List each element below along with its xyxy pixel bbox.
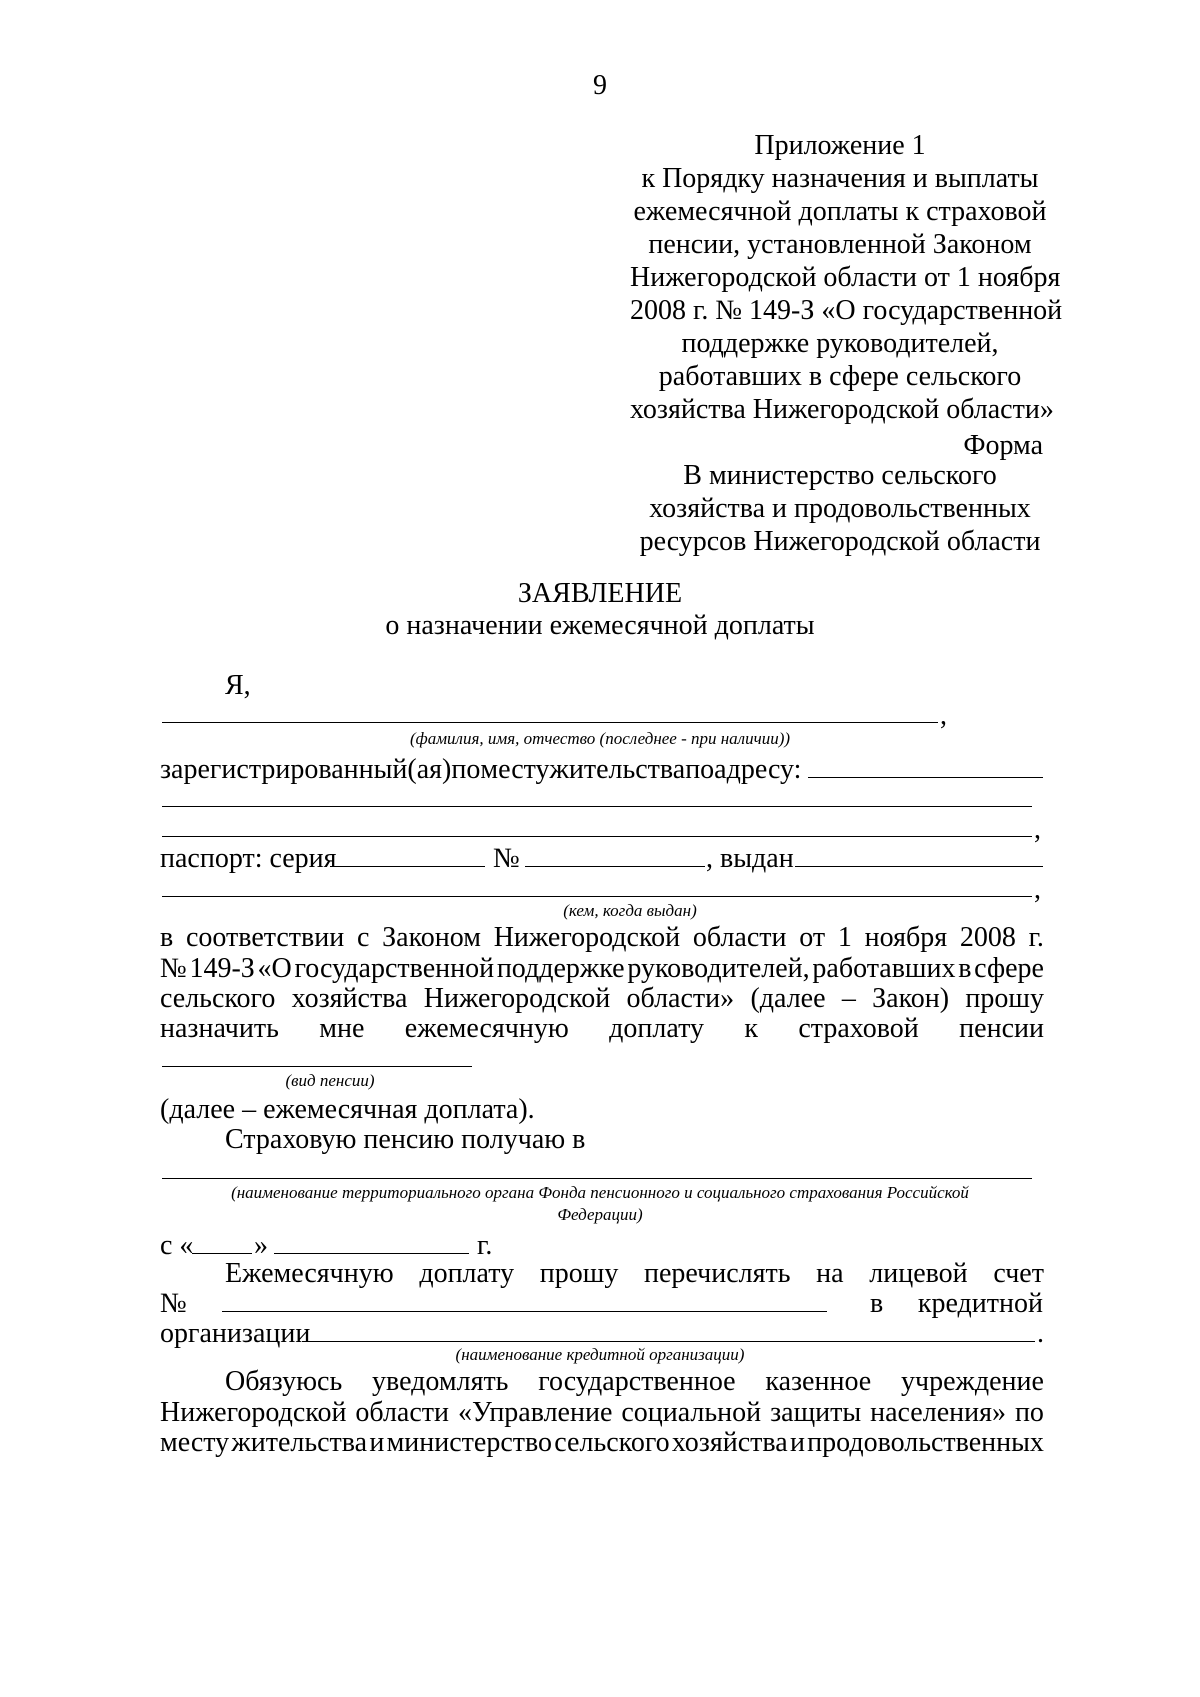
- appendix-line: ежемесячной доплаты к страховой: [633, 196, 1047, 227]
- credit-org-field[interactable]: [302, 1341, 1035, 1342]
- word: ноября: [864, 922, 948, 953]
- word: –: [841, 983, 856, 1014]
- word: работавших: [812, 953, 956, 984]
- word: Ежемесячную: [225, 1258, 394, 1289]
- word: в: [160, 922, 174, 953]
- word: Обязуюсь: [225, 1366, 343, 1397]
- issued-by-field[interactable]: [162, 896, 1032, 897]
- year-suffix: г.: [477, 1230, 493, 1261]
- fio-hint: (фамилия, имя, отчество (последнее - при наличии)): [409, 729, 791, 748]
- transfer-line: [225, 1260, 1044, 1288]
- word: жительства: [549, 754, 686, 785]
- word: поддержке: [496, 953, 625, 984]
- word: на: [816, 1258, 844, 1289]
- appendix-line: Нижегородской области от 1 ноября: [630, 262, 1061, 293]
- word: социальной: [621, 1397, 762, 1428]
- pension-type-hint: (вид пенсии): [285, 1071, 375, 1090]
- comma: ,: [1034, 874, 1041, 905]
- word: 1: [837, 922, 852, 953]
- receive-pension-text: Страховую пенсию получаю в: [225, 1124, 586, 1155]
- account-number-label: №: [160, 1288, 187, 1319]
- address-field-line2[interactable]: [162, 806, 1032, 807]
- date-from-open: с «: [160, 1230, 194, 1261]
- credit-org-hint: (наименование кредитной организации): [455, 1345, 745, 1364]
- fund-hint-line2: Федерации): [557, 1205, 643, 1224]
- word: г.: [1028, 922, 1044, 953]
- word: жительства: [231, 1427, 368, 1458]
- word: пенсии: [959, 1013, 1044, 1044]
- page-number: 9: [593, 70, 607, 101]
- word: и: [369, 1427, 385, 1458]
- word: учреждение: [901, 1366, 1044, 1397]
- word: продовольственных: [807, 1427, 1044, 1458]
- word: к: [744, 1013, 758, 1044]
- organization-label: организации: [160, 1318, 311, 1349]
- word: месту: [480, 754, 550, 785]
- word: счет: [993, 1258, 1044, 1289]
- word: доплату: [419, 1258, 515, 1289]
- word: государственной: [294, 953, 495, 984]
- word: и: [789, 1427, 805, 1458]
- word: «О: [257, 953, 292, 984]
- word: области»: [626, 983, 735, 1014]
- word: населения»: [870, 1397, 1006, 1428]
- oblige-line-3: [160, 1429, 1044, 1457]
- word: от: [799, 922, 826, 953]
- word: государственное: [538, 1366, 736, 1397]
- appendix-line: Приложение 1: [754, 130, 926, 161]
- appendix-line: работавших в сфере сельского: [658, 361, 1022, 392]
- comma: ,: [940, 700, 947, 731]
- period: .: [1037, 1318, 1044, 1349]
- word: прошу: [539, 1258, 619, 1289]
- word: 149-З: [189, 953, 255, 984]
- issued-by-hint: (кем, когда выдан): [563, 901, 697, 920]
- word: зарегистрированный(ая): [160, 754, 452, 785]
- law-line-1: [160, 924, 1044, 952]
- word: защиты: [770, 1397, 862, 1428]
- passport-series-field[interactable]: [330, 866, 485, 867]
- word: области: [355, 1397, 449, 1428]
- word: министерство: [386, 1427, 553, 1458]
- word: месту: [160, 1427, 230, 1458]
- word: Законом: [382, 922, 481, 953]
- word: по: [685, 754, 715, 785]
- word: 2008: [959, 922, 1016, 953]
- word: по: [1014, 1397, 1044, 1428]
- account-in-label: в: [870, 1288, 884, 1319]
- account-credit-label: кредитной: [917, 1288, 1043, 1319]
- appendix-line: хозяйства Нижегородской области»: [630, 394, 1054, 425]
- word: соответствии: [185, 922, 345, 953]
- word: сельского: [554, 1427, 670, 1458]
- word: хозяйства: [291, 983, 408, 1014]
- addressee-block: [630, 462, 1050, 561]
- word: области: [692, 922, 787, 953]
- word: казенное: [765, 1366, 872, 1397]
- word: Закон): [872, 983, 950, 1014]
- law-line-4: [160, 1015, 1044, 1043]
- word: Нижегородской: [423, 983, 611, 1014]
- appendix-line: поддержке руководителей,: [681, 328, 999, 359]
- word: прошу: [965, 983, 1044, 1014]
- date-from-close: »: [254, 1230, 268, 1261]
- fund-hint-line1: (наименование территориального органа Фонда пенсионного и социального страхования Российской: [231, 1183, 969, 1202]
- oblige-line-1: [225, 1368, 1044, 1396]
- oblige-line-2: [160, 1399, 1044, 1427]
- word: мне: [319, 1013, 365, 1044]
- form-label: Форма: [963, 430, 1043, 461]
- document-subtitle: о назначении ежемесячной доплаты: [385, 610, 815, 641]
- issued-label: , выдан: [706, 843, 794, 874]
- law-line-2: [160, 955, 1044, 983]
- appendix-line: пенсии, установленной Законом: [648, 229, 1032, 260]
- pension-type-field[interactable]: [162, 1066, 472, 1067]
- address-field[interactable]: [808, 777, 1043, 778]
- word: адресу:: [714, 754, 802, 785]
- addressee-line: В министерство сельского: [683, 460, 997, 491]
- word: сельского: [160, 983, 276, 1014]
- word: назначить: [160, 1013, 279, 1044]
- date-day-field[interactable]: [192, 1253, 252, 1254]
- document-title: ЗАЯВЛЕНИЕ: [517, 578, 683, 609]
- word: страховой: [798, 1013, 919, 1044]
- passport-number-label: №: [493, 843, 520, 874]
- word: Нижегородской: [493, 922, 681, 953]
- passport-series-label: паспорт: серия: [160, 843, 337, 874]
- word: №: [160, 953, 187, 984]
- word: хозяйства: [671, 1427, 788, 1458]
- word: «Управление: [457, 1397, 613, 1428]
- address-field-line3[interactable]: [162, 836, 1032, 837]
- word: уведомлять: [372, 1366, 509, 1397]
- word: ежемесячную: [404, 1013, 569, 1044]
- i-label: Я,: [225, 670, 251, 701]
- account-number-field[interactable]: [222, 1311, 827, 1312]
- word: руководителей,: [627, 953, 810, 984]
- word: доплату: [609, 1013, 704, 1044]
- addressee-line: хозяйства и продовольственных: [649, 493, 1031, 524]
- word: лицевой: [869, 1258, 968, 1289]
- law-line-3: [160, 985, 1044, 1013]
- issued-field[interactable]: [795, 866, 1043, 867]
- addressee-line: ресурсов Нижегородской области: [639, 526, 1041, 557]
- word: по: [451, 754, 481, 785]
- appendix-block: [630, 130, 1063, 429]
- word: перечислять: [644, 1258, 791, 1289]
- appendix-line: 2008 г. № 149-З «О государственной: [630, 295, 1063, 326]
- passport-number-field[interactable]: [525, 866, 705, 867]
- date-month-field[interactable]: [274, 1253, 469, 1254]
- fund-field[interactable]: [162, 1178, 1032, 1179]
- word: (далее: [750, 983, 826, 1014]
- word: в: [958, 953, 972, 984]
- hereinafter-text: (далее – ежемесячная доплата).: [160, 1094, 535, 1125]
- word: Нижегородской: [160, 1397, 347, 1428]
- fio-field[interactable]: [162, 722, 938, 723]
- registered-label: [160, 756, 800, 784]
- word: сфере: [974, 953, 1044, 984]
- comma: ,: [1034, 814, 1041, 845]
- appendix-line: к Порядку назначения и выплаты: [641, 163, 1039, 194]
- word: с: [356, 922, 370, 953]
